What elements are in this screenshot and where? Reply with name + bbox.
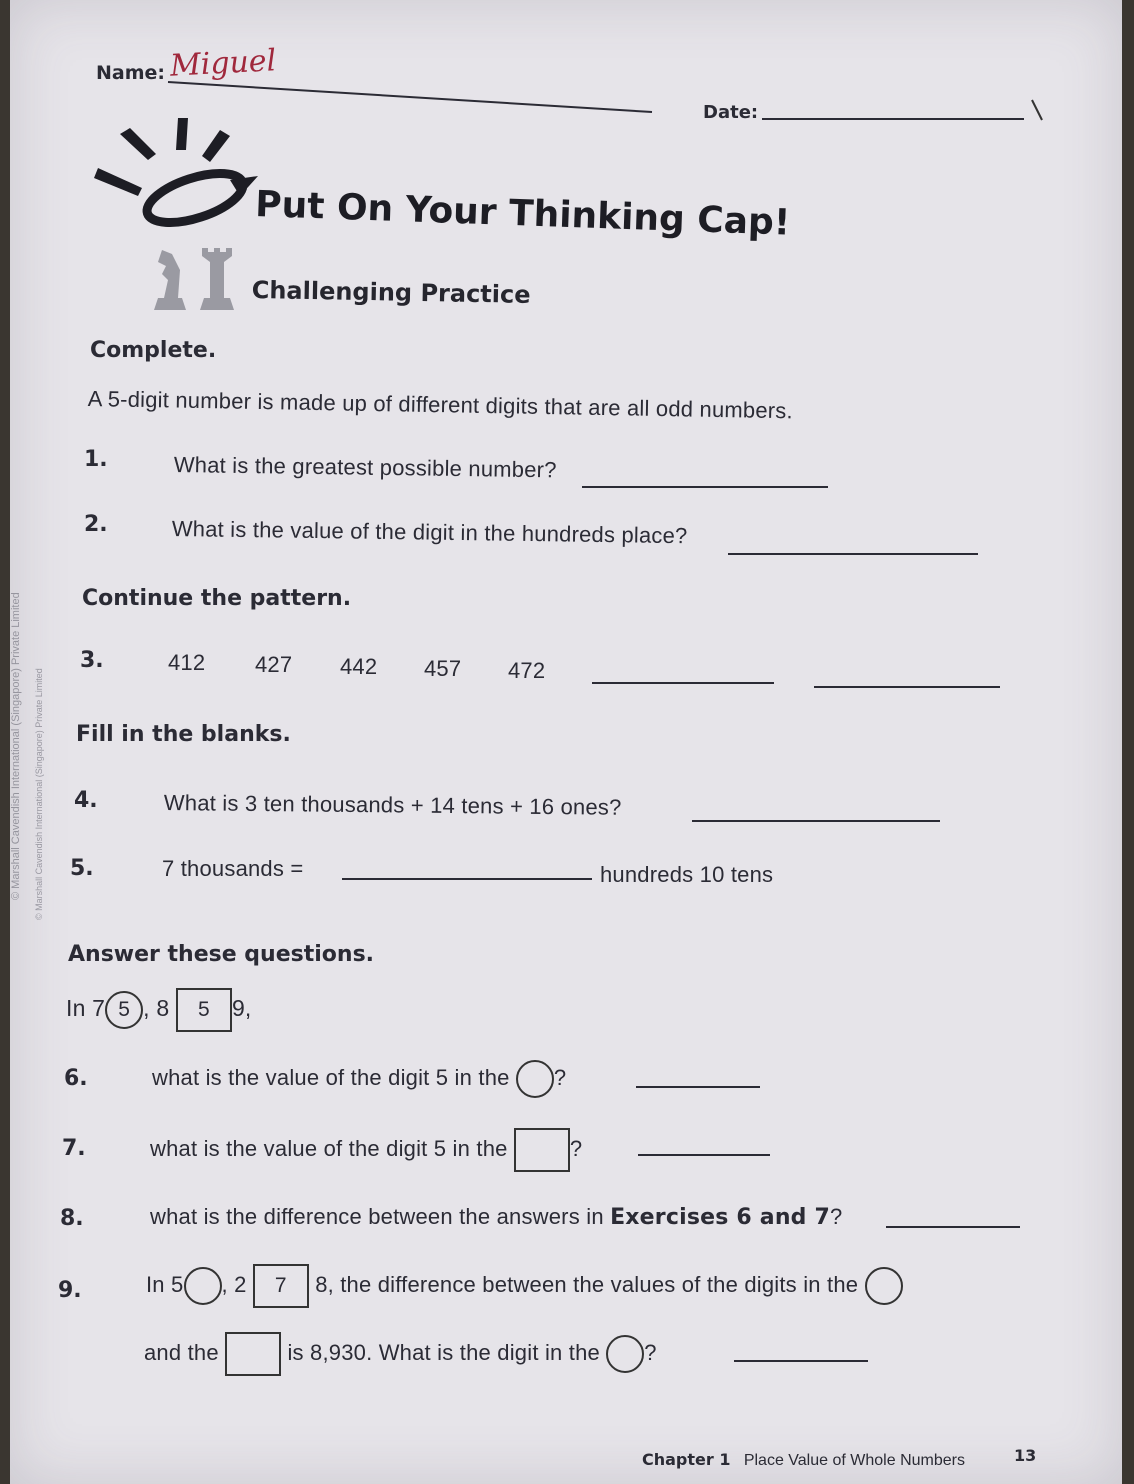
number-prefix: In 7 bbox=[66, 995, 106, 1022]
page-number: 13 bbox=[1014, 1446, 1037, 1465]
footer bbox=[642, 1450, 965, 1470]
question-text bbox=[152, 1060, 566, 1098]
question-body: and the bbox=[144, 1339, 219, 1365]
question-number: 6. bbox=[64, 1066, 88, 1091]
question-body: is 8,930. What is the digit in the bbox=[287, 1339, 600, 1365]
pattern-term: 427 bbox=[255, 652, 293, 677]
question-body: 8, the difference between the values of the digits in the bbox=[315, 1271, 859, 1297]
worksheet-page bbox=[10, 0, 1122, 1484]
number-mid: , 2 bbox=[221, 1271, 247, 1297]
question-text bbox=[150, 1128, 582, 1172]
square-shape-icon bbox=[225, 1332, 281, 1376]
name-label: Name: bbox=[96, 62, 166, 84]
pattern-blank-2[interactable] bbox=[814, 686, 1000, 688]
section-intro: A 5-digit number is made up of different digits that are all odd numbers. bbox=[87, 386, 794, 424]
answer-line-5[interactable] bbox=[342, 878, 592, 880]
answer-line-6[interactable] bbox=[636, 1086, 760, 1088]
section-heading-complete: Complete. bbox=[90, 338, 217, 363]
answer-line-7[interactable] bbox=[638, 1154, 770, 1156]
number-display bbox=[66, 988, 252, 1032]
answer-line-9[interactable] bbox=[734, 1360, 868, 1362]
question-body: what is the value of the digit 5 in the bbox=[152, 1064, 510, 1090]
exercise-reference: Exercises 6 and 7 bbox=[610, 1205, 830, 1230]
question-mark: ? bbox=[644, 1339, 657, 1365]
question-text: What is the value of the digit in the hundreds place? bbox=[171, 516, 688, 549]
copyright-text: © Marshall Cavendish International (Singapore) Private Limited bbox=[10, 592, 22, 900]
thinking-cap-icon bbox=[90, 110, 260, 240]
pattern-term: 442 bbox=[340, 654, 378, 679]
section-heading-answer: Answer these questions. bbox=[68, 942, 375, 967]
question-text bbox=[146, 1264, 903, 1308]
number-prefix: In 5 bbox=[146, 1271, 184, 1297]
answer-line-8[interactable] bbox=[886, 1226, 1020, 1228]
question-text: What is the greatest possible number? bbox=[173, 452, 557, 483]
answer-line-1[interactable] bbox=[582, 486, 828, 488]
question-text-line2 bbox=[144, 1332, 657, 1376]
circle-shape-icon bbox=[606, 1335, 644, 1373]
question-mark: ? bbox=[553, 1064, 567, 1090]
question-text bbox=[150, 1204, 842, 1230]
number-suffix: 9, bbox=[231, 995, 252, 1022]
boxed-digit: 5 bbox=[176, 988, 232, 1032]
question-number: 2. bbox=[84, 512, 108, 537]
answer-line-2[interactable] bbox=[728, 553, 978, 555]
section-heading-fill: Fill in the blanks. bbox=[76, 722, 291, 747]
question-number: 3. bbox=[80, 648, 104, 673]
question-number: 8. bbox=[60, 1206, 84, 1231]
number-mid: , 8 bbox=[143, 995, 170, 1022]
circle-shape-icon bbox=[865, 1267, 903, 1305]
page-title: Put On Your Thinking Cap! bbox=[254, 184, 791, 244]
question-mark: ? bbox=[569, 1135, 583, 1161]
question-number: 5. bbox=[70, 856, 94, 881]
question-text: 7 thousands = bbox=[162, 856, 304, 881]
section-heading-pattern: Continue the pattern. bbox=[82, 586, 352, 611]
circle-shape-icon bbox=[184, 1267, 222, 1305]
question-text: What is 3 ten thousands + 14 tens + 16 ones? bbox=[163, 790, 622, 820]
footer-chapter: Chapter 1 bbox=[642, 1450, 731, 1469]
copyright-text-inner: © Marshall Cavendish International (Singapore) Private Limited bbox=[34, 668, 44, 920]
footer-chapter-title: Place Value of Whole Numbers bbox=[743, 1452, 965, 1469]
pattern-blank-1[interactable] bbox=[592, 682, 774, 684]
answer-line-4[interactable] bbox=[692, 820, 940, 822]
pattern-term: 412 bbox=[168, 650, 206, 675]
date-line[interactable] bbox=[762, 118, 1024, 120]
square-shape-icon bbox=[514, 1128, 570, 1172]
question-number: 1. bbox=[84, 447, 108, 472]
name-handwriting: Miguel bbox=[169, 43, 278, 84]
question-number: 7. bbox=[62, 1136, 86, 1161]
question-number: 4. bbox=[74, 788, 98, 813]
pattern-term: 457 bbox=[424, 656, 462, 681]
question-body: what is the value of the digit 5 in the bbox=[150, 1135, 508, 1161]
question-suffix: hundreds 10 tens bbox=[600, 862, 774, 887]
page-subtitle: Challenging Practice bbox=[251, 276, 531, 309]
boxed-digit: 7 bbox=[253, 1264, 309, 1308]
question-body: what is the difference between the answers in bbox=[150, 1204, 604, 1229]
circle-shape-icon bbox=[516, 1060, 554, 1098]
question-mark: ? bbox=[830, 1204, 843, 1229]
pattern-term: 472 bbox=[508, 658, 546, 683]
circled-digit: 5 bbox=[105, 991, 143, 1029]
question-number: 9. bbox=[58, 1278, 82, 1303]
date-label: Date: bbox=[703, 102, 759, 123]
chess-pieces-icon bbox=[148, 240, 244, 316]
pen-mark-icon bbox=[1028, 98, 1048, 126]
